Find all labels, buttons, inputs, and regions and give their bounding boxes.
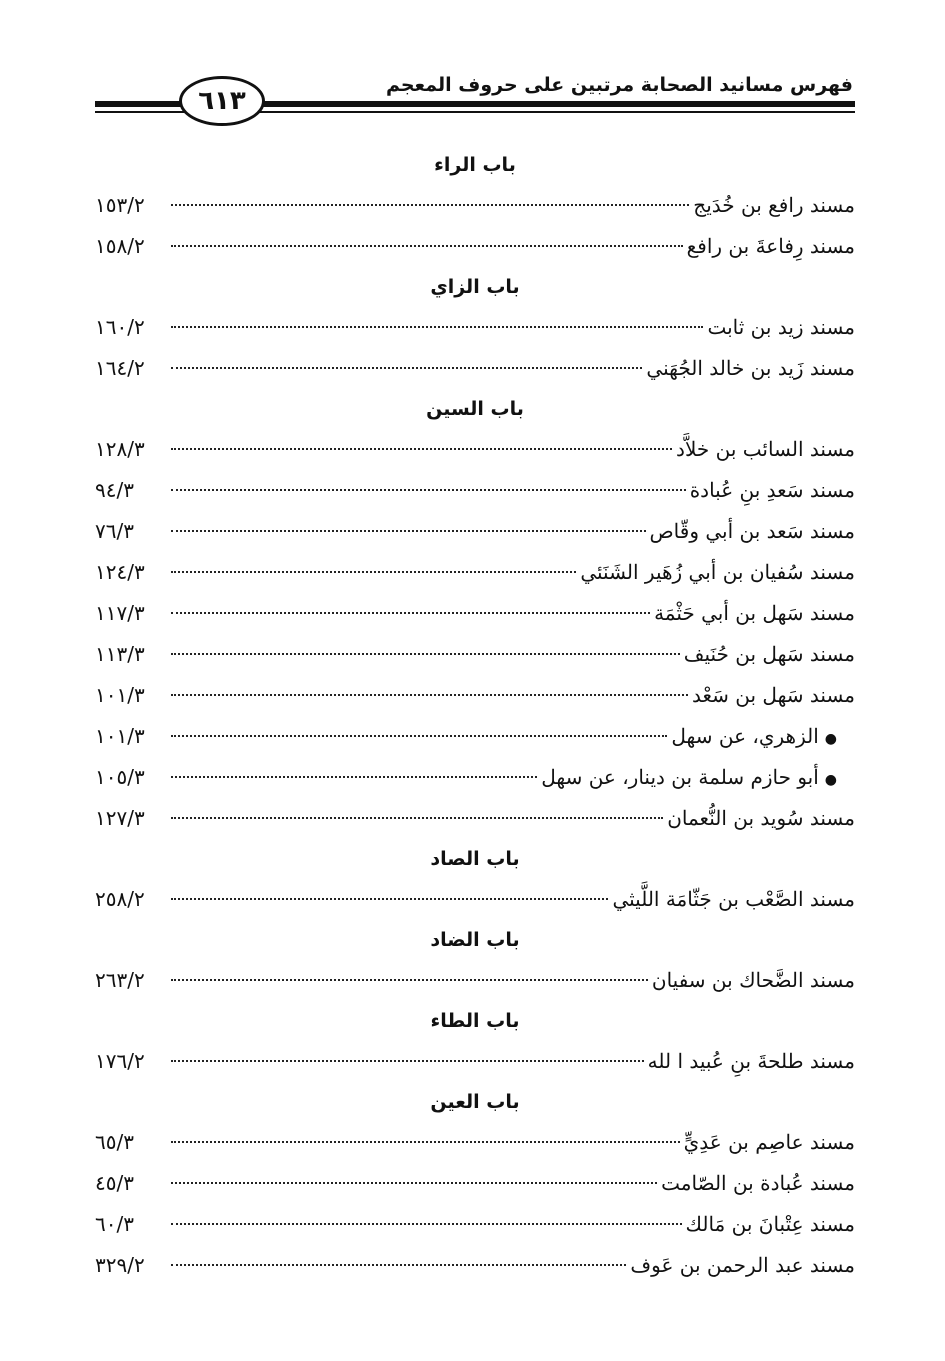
entry-name <box>646 348 855 389</box>
entry-name <box>654 593 855 634</box>
index-subentry <box>95 716 855 757</box>
dot-leader <box>171 1223 682 1225</box>
entry-reference: ٢٦٣/٢ <box>95 968 145 992</box>
dot-leader <box>171 979 648 981</box>
index-entry <box>95 307 855 348</box>
entry-name-text: مسند سُويد بن النُّعمان <box>667 806 855 830</box>
entry-reference: ١٦٤/٢ <box>95 356 145 380</box>
entry-reference: ٣٢٩/٢ <box>95 1253 145 1277</box>
index-entry <box>95 634 855 675</box>
index-entry <box>95 1163 855 1204</box>
entry-reference: ١٥٨/٢ <box>95 234 145 258</box>
dot-leader <box>171 776 537 778</box>
entry-name-text: مسند رافع بن خُدَيج <box>693 193 855 217</box>
dot-leader <box>171 530 646 532</box>
dot-leader <box>171 898 608 900</box>
entry-name <box>652 960 855 1001</box>
section-heading: باب الزاي <box>430 276 520 298</box>
dot-leader <box>171 1182 657 1184</box>
entry-name-text: مسند سَهل بن حُنَيف <box>683 642 855 666</box>
entry-reference: ١٢٨/٣ <box>95 437 145 461</box>
index-entry <box>95 1245 855 1286</box>
entry-name <box>541 757 855 801</box>
index-list <box>95 145 855 1286</box>
entry-name <box>686 1204 856 1245</box>
entry-name <box>648 1041 855 1082</box>
section-heading: باب الطاء <box>430 1010 520 1032</box>
entry-name <box>684 1122 855 1163</box>
index-entry <box>95 552 855 593</box>
entry-reference: ١٠١/٣ <box>95 724 145 748</box>
dot-leader <box>171 653 680 655</box>
entry-name-text: مسند طلحةَ بنِ عُبيد ا لله <box>647 1049 855 1073</box>
running-header <box>95 68 855 130</box>
entry-name-text: مسند زيد بن ثابت <box>707 315 855 339</box>
entry-name-text: أبو حازم سلمة بن دينار، عن سهل <box>541 765 819 789</box>
dot-leader <box>171 204 689 206</box>
dot-leader <box>171 448 672 450</box>
entry-reference: ١٠١/٣ <box>95 683 145 707</box>
entry-name-text: مسند عبد الرحمن بن عَوف <box>630 1253 855 1277</box>
entry-reference: ١٦٠/٢ <box>95 315 145 339</box>
running-header-title: فهرس مسانيد الصحابة مرتبين على حروف المعجم <box>385 74 853 96</box>
index-entry <box>95 429 855 470</box>
dot-leader <box>171 817 663 819</box>
entry-name-text: مسند سَهل بن سَعْد <box>692 683 855 707</box>
dot-leader <box>171 1264 626 1266</box>
index-entry <box>95 593 855 634</box>
entry-name <box>630 1245 855 1286</box>
entry-name <box>684 634 855 675</box>
dot-leader <box>171 1141 680 1143</box>
page-number: ٦١٣ <box>179 76 265 126</box>
entry-name-text: مسند عاصِم بن عَدِيٍّ <box>683 1130 855 1154</box>
dot-leader <box>171 1060 644 1062</box>
index-entry <box>95 1041 855 1082</box>
index-entry <box>95 1122 855 1163</box>
dot-leader <box>171 571 576 573</box>
entry-name <box>671 716 855 760</box>
index-entry <box>95 1204 855 1245</box>
section-heading: باب السين <box>426 398 524 420</box>
entry-name-text: مسند السائب بن خلاَّد <box>676 437 855 461</box>
dot-leader <box>171 694 688 696</box>
entry-reference: ٩٤/٣ <box>95 478 134 502</box>
entry-name <box>690 470 855 511</box>
entry-name <box>676 429 855 470</box>
entry-reference: ١٥٣/٢ <box>95 193 145 217</box>
index-entry <box>95 470 855 511</box>
entry-reference: ١٢٧/٣ <box>95 806 145 830</box>
index-entry <box>95 879 855 920</box>
section-heading: باب الصاد <box>430 848 520 870</box>
entry-name-text: مسند الضَّحاك بن سفيان <box>651 968 855 992</box>
index-entry <box>95 226 855 267</box>
dot-leader <box>171 367 642 369</box>
index-entry <box>95 185 855 226</box>
entry-name <box>650 511 856 552</box>
entry-name-text: مسند عُبادة بن الصّامت <box>661 1171 855 1195</box>
entry-name-text: مسند سَعد بن أبي وقّاص <box>649 519 855 543</box>
entry-reference: ١١٧/٣ <box>95 601 145 625</box>
entry-reference: ١٧٦/٢ <box>95 1049 145 1073</box>
index-entry <box>95 675 855 716</box>
index-subentry <box>95 757 855 798</box>
entry-name <box>612 879 855 920</box>
entry-name-text: مسند رِفاعةَ بن رافع <box>686 234 855 258</box>
entry-reference: ٦٥/٣ <box>95 1130 134 1154</box>
entry-name-text: مسند سُفيان بن أبي زُهَير الشَنَئي <box>580 560 855 584</box>
entry-name <box>667 798 855 839</box>
index-entry <box>95 960 855 1001</box>
entry-name-text: مسند زَيد بن خالد الجُهَني <box>646 356 855 380</box>
index-entry <box>95 798 855 839</box>
entry-name <box>580 552 855 593</box>
dot-leader <box>171 612 650 614</box>
entry-name <box>687 226 855 267</box>
entry-reference: ٤٥/٣ <box>95 1171 134 1195</box>
entry-reference: ٧٦/٣ <box>95 519 134 543</box>
entry-name-text: الزهري، عن سهل <box>671 724 819 748</box>
index-entry <box>95 511 855 552</box>
dot-leader <box>171 489 686 491</box>
section-heading: باب العين <box>430 1091 520 1113</box>
dot-leader <box>171 326 703 328</box>
entry-name-text: مسند الصَّعْب بن جَثّامَة اللَّيثي <box>612 887 855 911</box>
entry-reference: ٢٥٨/٢ <box>95 887 145 911</box>
entry-name-text: مسند سَهل بن أبي حَثْمَة <box>654 601 855 625</box>
entry-reference: ١١٣/٣ <box>95 642 145 666</box>
section-heading: باب الضاد <box>430 929 520 951</box>
section-heading: باب الراء <box>434 154 516 176</box>
entry-name-text: مسند عِتْبانَ بن مَالك <box>685 1212 855 1236</box>
entry-name <box>661 1163 855 1204</box>
bullet-icon: ● <box>824 731 837 747</box>
entry-name <box>693 185 855 226</box>
entry-reference: ١٢٤/٣ <box>95 560 145 584</box>
entry-reference: ٦٠/٣ <box>95 1212 134 1236</box>
dot-leader <box>171 245 683 247</box>
entry-name-text: مسند سَعدِ بنِ عُبادة <box>689 478 855 502</box>
entry-name <box>692 675 855 716</box>
entry-reference: ١٠٥/٣ <box>95 765 145 789</box>
bullet-icon: ● <box>824 772 837 788</box>
entry-name <box>707 307 855 348</box>
dot-leader <box>171 735 667 737</box>
index-entry <box>95 348 855 389</box>
